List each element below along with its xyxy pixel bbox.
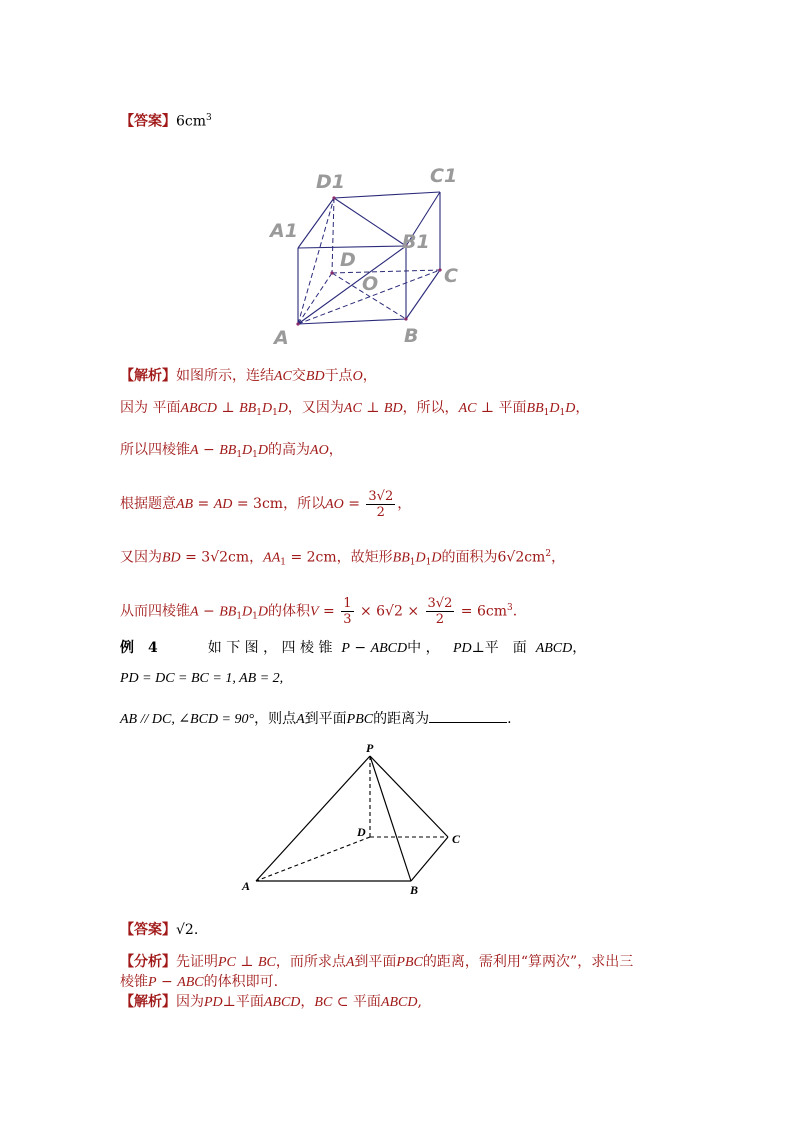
analysis-line-6: [120, 588, 517, 637]
analysis-line-2: [120, 398, 589, 423]
label-p: P: [366, 741, 374, 755]
math: =: [343, 496, 365, 512]
label-a1: A1: [270, 220, 298, 242]
numerator: 1: [343, 596, 352, 612]
math: P: [341, 641, 350, 656]
math: BB: [219, 443, 237, 458]
analysis-line-4: [120, 484, 411, 525]
label-b1: B1: [402, 231, 430, 253]
math: ABCD: [535, 641, 573, 656]
math: PD: [452, 641, 472, 656]
example-number: 例 4: [120, 640, 158, 656]
math: −: [198, 603, 220, 620]
label-d1: D1: [316, 171, 345, 193]
math: BC: [314, 995, 333, 1010]
math: =: [193, 496, 214, 512]
subscript: 1: [236, 611, 243, 622]
subscript: 1: [409, 557, 416, 568]
denominator: 2: [376, 504, 385, 520]
math: A: [345, 955, 355, 970]
math: PC: [218, 955, 236, 970]
subscript: 1: [236, 450, 243, 460]
math: ABCD: [370, 641, 408, 656]
text: ，又因为: [287, 400, 344, 416]
text: 又因为: [120, 549, 162, 566]
math: AC: [343, 401, 362, 416]
math: D: [565, 401, 576, 416]
math: AO: [310, 443, 329, 458]
math: × 6√2 ×: [355, 603, 424, 620]
text: .: [507, 711, 512, 727]
label-o: O: [362, 273, 379, 295]
math: AC: [458, 401, 477, 416]
text: ，则点: [254, 711, 297, 727]
text: ，: [249, 549, 264, 566]
subscript: 1: [559, 408, 566, 418]
text: 根据题意: [120, 496, 176, 512]
math: BD: [162, 550, 181, 566]
math: AD: [213, 497, 233, 512]
superscript: 2: [545, 549, 552, 559]
text: 先证明: [176, 954, 218, 970]
math: PD = DC = BC = 1, AB = 2,: [120, 671, 284, 686]
analysis-tag: 【解析】: [120, 368, 176, 384]
text: 的面积为: [441, 549, 498, 566]
example4-line-1: [120, 638, 586, 659]
math: D: [261, 401, 273, 416]
answer-2: [120, 920, 198, 940]
text: 到平面: [304, 711, 347, 727]
text: 交: [291, 368, 306, 384]
denominator: 3: [343, 612, 352, 628]
text: ,: [417, 994, 422, 1010]
math: D: [415, 550, 426, 566]
cube-figure: [262, 162, 502, 352]
label-d: D: [357, 825, 366, 839]
subscript: 1: [252, 611, 258, 622]
math: A: [296, 712, 305, 727]
text: ，而所求点: [275, 954, 346, 970]
math: A: [190, 443, 199, 458]
fraction: [426, 596, 455, 627]
pyramid-figure: [236, 740, 476, 900]
subscript: 1: [272, 408, 278, 418]
math: BD: [383, 401, 403, 416]
math: AC: [274, 369, 292, 384]
answer-exponent: 3: [206, 113, 212, 123]
math: = 3cm: [232, 496, 284, 512]
math: D: [431, 550, 442, 566]
math: ⊥: [361, 400, 384, 416]
math: D: [257, 443, 269, 458]
math: ⊥: [235, 954, 258, 970]
fenxi-line-2: [120, 972, 278, 993]
answer-value: √2.: [176, 922, 199, 938]
math: −: [349, 640, 371, 656]
text: 的体积即可.: [203, 974, 279, 990]
math: ABC: [177, 975, 204, 990]
text: 于点: [324, 368, 353, 384]
subscript: 1: [256, 408, 262, 418]
answer-tag: 【答案】: [120, 113, 176, 130]
text: 如 下 图 ， 四 棱 锥: [207, 640, 333, 656]
fenxi-tag: 【分析】: [120, 954, 176, 970]
answer-tag: 【答案】: [120, 922, 176, 938]
math: =: [318, 603, 340, 620]
math: = 6cm: [456, 603, 507, 620]
math: = 3√2cm: [180, 549, 250, 566]
math: O: [352, 369, 363, 384]
math: BD: [305, 369, 325, 384]
fraction: [341, 596, 353, 627]
fraction: [366, 489, 395, 520]
math: A: [190, 604, 199, 620]
text: ，: [328, 442, 343, 458]
text: ，: [362, 368, 377, 384]
example4-line-2: [120, 668, 283, 689]
superscript: 3: [507, 603, 513, 613]
label-c1: C1: [430, 165, 458, 187]
text: ⊥ 平面: [476, 400, 527, 416]
text: ，: [572, 640, 587, 656]
text: ⊂ 平面: [332, 994, 381, 1010]
text: ，所以，: [402, 400, 459, 416]
math: AB: [176, 497, 194, 512]
analysis-line-1: [120, 366, 377, 387]
math: 6√2cm: [497, 549, 546, 566]
text: 的距离，需利用“算两次”，求出三: [422, 954, 634, 970]
text: 因为 平面: [120, 400, 181, 416]
math: P: [148, 975, 157, 990]
math: ⊥: [217, 400, 240, 416]
math: ABCD: [380, 995, 418, 1010]
text: ，故矩形: [336, 549, 393, 566]
math: −: [198, 442, 220, 458]
math: V: [310, 604, 319, 620]
math: BB: [392, 550, 410, 566]
analysis-line-5: [120, 544, 565, 573]
text: 的高为: [268, 442, 311, 458]
text: 从而四棱锥: [120, 603, 190, 620]
text: 的距离为: [373, 711, 430, 727]
example4-line-3: [120, 708, 512, 730]
math: ABCD: [263, 995, 301, 1010]
subscript: 1: [543, 408, 550, 418]
denominator: 2: [435, 612, 445, 628]
math: BB: [219, 604, 237, 620]
math: ABCD: [180, 401, 218, 416]
math: = 2cm: [286, 549, 337, 566]
math: BB: [526, 401, 544, 416]
subscript: 1: [280, 557, 286, 568]
label-b: B: [404, 325, 419, 347]
math: AA: [263, 550, 281, 566]
math: PBC: [346, 712, 374, 727]
answer-1: [120, 108, 212, 132]
text: 棱锥: [120, 974, 148, 990]
numerator: 3√2: [368, 488, 394, 504]
text: .: [512, 603, 518, 620]
text: ⊥平面: [222, 994, 264, 1010]
text: ⊥平 面: [471, 640, 527, 656]
label-c: C: [452, 832, 461, 846]
text: 的体积: [268, 603, 311, 620]
text: ，: [397, 496, 412, 512]
text: ，: [575, 400, 590, 416]
analysis-line-3: [120, 440, 343, 465]
text: ，: [300, 994, 315, 1010]
subscript: 1: [252, 450, 258, 460]
math: BC: [257, 955, 276, 970]
text: 如图所示，连结: [176, 368, 274, 384]
label-b: B: [410, 883, 419, 897]
math: PBC: [396, 955, 423, 970]
math: D: [242, 443, 253, 458]
analysis2-line-1: [120, 992, 422, 1013]
math: D: [257, 604, 269, 620]
text: ，所以: [283, 496, 326, 512]
analysis-tag: 【解析】: [120, 994, 176, 1010]
subscript: 1: [425, 557, 432, 568]
answer-value: 6cm: [176, 113, 207, 130]
text: 所以四棱锥: [120, 442, 190, 458]
label-a: A: [274, 327, 289, 349]
fenxi-line-1: [120, 952, 633, 973]
label-a: A: [242, 879, 251, 893]
label-c: C: [444, 265, 458, 287]
math: −: [156, 974, 178, 990]
label-d: D: [340, 249, 356, 271]
text: 中 ，: [407, 640, 440, 656]
answer-blank[interactable]: [429, 708, 507, 723]
text: 因为: [176, 994, 204, 1010]
text: ，: [551, 549, 566, 566]
math: PD: [204, 995, 223, 1010]
math: D: [242, 604, 253, 620]
math: AB // DC, ∠BCD = 90°: [120, 712, 255, 727]
math: BB: [239, 401, 257, 416]
numerator: 3√2: [427, 596, 453, 612]
text: 到平面: [354, 954, 397, 970]
math: AO: [325, 497, 344, 512]
math: D: [277, 401, 288, 416]
math: D: [549, 401, 560, 416]
